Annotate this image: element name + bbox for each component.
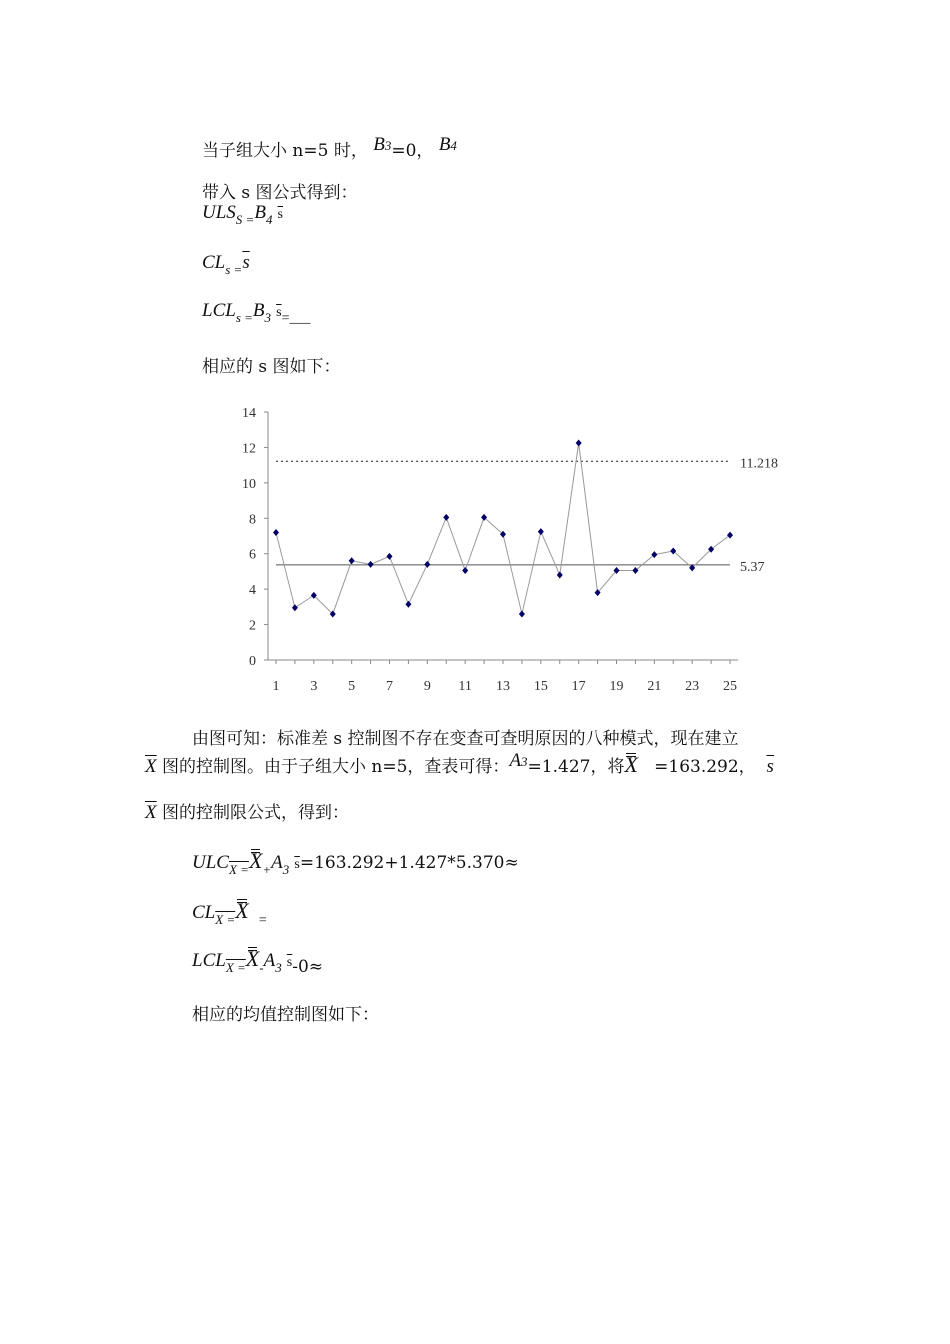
formula-lclx-tail: -0≈	[292, 957, 324, 977]
formula-cls	[202, 252, 250, 277]
formula-ulc-sub: X =	[228, 862, 249, 877]
formula-ulc-lhs: ULC	[192, 852, 229, 873]
symbol-b3: B	[373, 134, 385, 155]
formula-lcls	[202, 300, 311, 326]
data-point	[519, 610, 525, 617]
cl-label: 5.37	[740, 559, 765, 575]
symbol-sbar: $\overline{s}$	[766, 756, 774, 777]
formula-lclx-s: $\overline{s}$	[286, 955, 293, 970]
formula-clx-lhs: CL	[192, 902, 216, 923]
x-tick-label: 21	[647, 679, 662, 694]
formula-ulc-a-sub: 3	[282, 862, 290, 877]
y-tick-label: 6	[249, 547, 256, 563]
value-xdoublebar: =163.292，	[654, 757, 756, 777]
paragraph-analysis: 由图可知：标准差 s 控制图不存在变查可查明原因的八种模式，现在建立	[192, 729, 739, 749]
y-tick-label: 12	[242, 441, 256, 457]
formula-cls-s: $\overline{s}$	[242, 252, 250, 273]
formula-lclx	[192, 946, 324, 977]
formula-ulc-plus: +	[262, 862, 272, 877]
data-point	[651, 551, 657, 558]
paragraph-analysis-line3	[145, 798, 349, 824]
x-tick-label: 25	[723, 679, 737, 694]
formula-ulc-s: $\overline{s}$	[294, 857, 300, 872]
data-point	[387, 553, 393, 560]
x-tick-label: 7	[386, 679, 393, 694]
data-point	[538, 528, 544, 535]
data-point	[368, 561, 374, 568]
symbol-b3-sub: 3	[384, 138, 392, 153]
value-b3: =0，	[391, 141, 434, 161]
y-tick-label: 10	[242, 476, 256, 492]
symbol-b4-sub: 4	[450, 138, 457, 153]
paragraph-analysis-line2	[145, 752, 774, 778]
formula-uls-b: B	[254, 202, 266, 223]
symbol-xbar: $\overline{X}$	[145, 756, 157, 777]
symbol-a3-sub: 3	[521, 754, 528, 769]
formula-lclx-xbb: X	[245, 946, 260, 971]
text-subgroup-size: 当子组大小 n=5 时，	[202, 141, 368, 161]
x-tick-label: 15	[533, 679, 548, 694]
formula-lclx-sub: X =	[225, 960, 246, 975]
paragraph-subgroup-size	[202, 136, 457, 162]
formula-uls-b-sub: 4	[265, 212, 273, 227]
data-point	[273, 529, 279, 536]
data-point	[405, 601, 411, 608]
formula-lcls-s: $\overline{s}$	[276, 305, 282, 320]
formula-cls-lhs: CL	[202, 252, 226, 273]
data-point	[727, 532, 733, 539]
x-tick-label: 13	[496, 679, 510, 694]
data-point	[443, 514, 449, 521]
x-tick-label: 1	[272, 679, 280, 694]
formula-clx-tail: =	[258, 913, 267, 928]
formula-lclx-a-sub: 3	[275, 960, 282, 975]
value-a3: =1.427，将	[527, 757, 625, 777]
formula-clx	[192, 898, 267, 928]
data-point	[632, 567, 638, 574]
formula-uls	[202, 202, 283, 227]
y-tick-label: 8	[249, 512, 256, 528]
formula-lcls-sub: s =	[235, 310, 253, 325]
symbol-xdoublebar: X	[624, 752, 638, 777]
data-point	[349, 557, 355, 564]
formula-clx-xbb: X	[235, 898, 249, 923]
formula-uls-sub: S =	[235, 212, 255, 227]
paragraph-mean-chart-intro: 相应的均值控制图如下：	[192, 1005, 379, 1025]
formula-lclx-minus: -	[259, 960, 264, 975]
formula-lclx-lhs: LCL	[192, 950, 226, 971]
formula-lclx-a: A	[263, 950, 276, 971]
ucl-label: 11.218	[740, 456, 778, 472]
formula-ulc-xbb: X	[248, 848, 263, 873]
formula-ulc-a: A	[271, 852, 283, 873]
formula-uls-s: $\overline{s}$	[277, 207, 283, 222]
formula-ulc	[192, 848, 519, 877]
x-tick-label: 19	[609, 679, 624, 694]
data-point	[576, 440, 582, 447]
data-point	[292, 604, 298, 611]
series-line	[276, 443, 730, 614]
x-tick-label: 17	[571, 679, 586, 694]
symbol-xbar-2: $\overline{X}$	[145, 802, 157, 823]
text-xbar-chart: 图的控制图。由于子组大小 n=5，查表可得：	[162, 757, 510, 777]
x-tick-label: 5	[348, 679, 356, 694]
x-tick-label: 3	[310, 679, 318, 694]
x-tick-label: 23	[685, 679, 700, 694]
y-tick-label: 14	[242, 406, 256, 421]
formula-lcls-b: B	[252, 300, 265, 321]
symbol-b4: B	[438, 134, 451, 155]
formula-ulc-tail: =163.292+1.427*5.370≈	[299, 853, 519, 873]
formula-clx-sub: X =	[215, 912, 236, 927]
y-tick-label: 2	[249, 618, 256, 634]
text-control-limit-formula: 图的控制限公式，得到：	[162, 803, 350, 823]
data-point	[462, 567, 468, 574]
s-control-chart	[220, 400, 820, 700]
data-point	[557, 571, 563, 578]
x-tick-label: 11	[458, 679, 472, 694]
formula-lcls-b-sub: 3	[264, 310, 272, 325]
formula-lcls-lhs: LCL	[202, 300, 236, 321]
formula-lcls-tail: =___	[281, 311, 311, 326]
paragraph-substitute: 带入 s 图公式得到：	[202, 183, 358, 203]
formula-uls-lhs: ULS	[202, 202, 236, 223]
x-tick-label: 9	[423, 679, 431, 694]
symbol-a3: A	[509, 750, 522, 771]
y-tick-label: 0	[249, 654, 256, 669]
paragraph-s-chart-intro: 相应的 s 图如下：	[202, 357, 341, 377]
formula-cls-sub: s =	[225, 262, 243, 277]
y-tick-label: 4	[249, 583, 256, 599]
data-point	[424, 561, 430, 568]
